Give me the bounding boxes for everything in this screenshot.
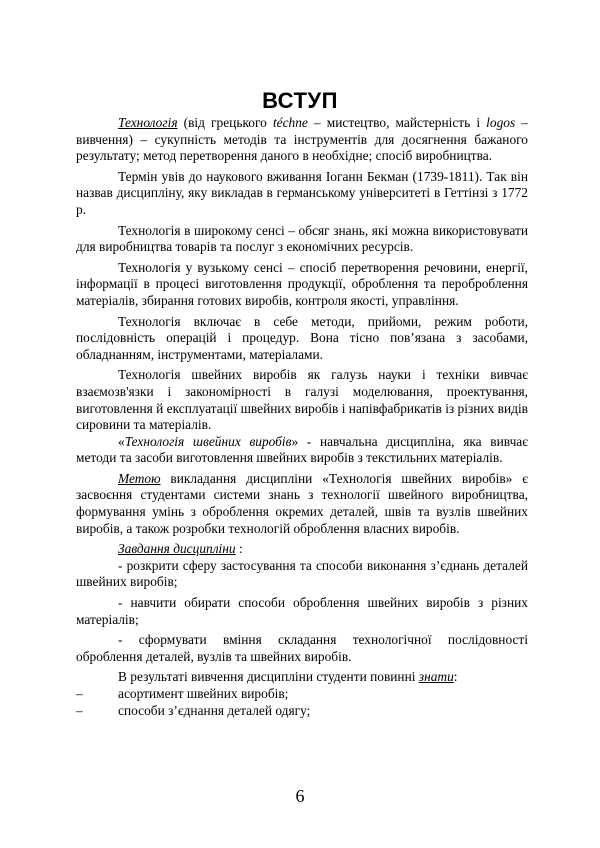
paragraph-narrow-sense: Технологія у вузькому сенсі – спосіб перетворення речовини, енергії, інформації в процесі виготовлення продукції, оброблення та пероброблення матеріалів, збирання готових виробів, контроля якості, управління. bbox=[76, 259, 528, 308]
dash-list-item: – асортимент швейних виробів; bbox=[76, 686, 289, 701]
task-item: - навчити обирати способи оброблення швейних виробів з різних матеріалів; bbox=[76, 595, 528, 627]
paragraph-definition: Технологія (від грецького téchne – мистецтво, майстерність і logos – вивчення) – сукупність методів та інструментів для досягнення бажаного результату; метод перетворення даного в необхідне; спосіб виробництва. bbox=[76, 115, 528, 164]
tasks-label: Завдання дисципліни bbox=[118, 541, 236, 557]
paragraph-includes: Технологія включає в себе методи, прийоми, режим роботи, послідовність операцій і процедур. Вона тісно пов’язана з засобами, обладнанням, інструментами, матеріалами. bbox=[76, 313, 528, 362]
paragraph-sewing-technology: Технологія швейних виробів як галузь науки і техніки вивчає взаємозв'язки і закономірності в галузі моделювання, проектування, виготовлення й експлуатації швейних виробів і напівфабрикатів із різних видів сировини та матеріалів. bbox=[76, 367, 528, 433]
word-techne: téchne bbox=[272, 115, 308, 130]
goal-label: Метою bbox=[118, 470, 161, 486]
know-label: знати bbox=[418, 669, 454, 685]
term-technology: Технологія bbox=[118, 115, 178, 130]
document-body bbox=[76, 115, 528, 719]
paragraph-history: Термін увів до наукового вживання Іоганн Бекман (1739-1811). Так він назвав дисципліну, яку викладав в германському університеті в Геттінзі з 1772 р. bbox=[76, 168, 528, 217]
dash-list-item: – способи з’єднання деталей одягу; bbox=[76, 702, 311, 718]
dash-bullet: – bbox=[76, 702, 83, 718]
discipline-name: Технологія швейних виробів bbox=[124, 433, 292, 449]
tasks-heading: Завдання дисципліни : bbox=[118, 541, 243, 557]
paragraph-results: В результаті вивчення дисципліни студенти повинні знати: bbox=[118, 669, 458, 685]
paragraph-goal: Метою викладання дисципліни «Технологія швейних виробів» є засвоєння студентами системи знань з технології швейного виробництва, формування умінь з оброблення окремих деталей, швів та вузлів швейних виробів, а також розробки технологій оброблення власних виробів. bbox=[76, 470, 528, 536]
task-item: - сформувати вміння складання технологічної послідовності оброблення деталей, вузлів та швейних виробів. bbox=[76, 632, 528, 664]
task-item: - розкрити сферу застосування та способи виконання з’єднань деталей швейних виробів; bbox=[76, 557, 528, 590]
paragraph-discipline: «Технологія швейних виробів» - навчальна дисципліна, яка вивчає методи та засоби виготовлення швейних виробів з текстильних матеріалів. bbox=[76, 433, 528, 466]
paragraph-broad-sense: Технологія в широкому сенсі – обсяг знань, які можна використовувати для виробництва товарів та послуг з економічних ресурсів. bbox=[76, 222, 528, 255]
page-number: 6 bbox=[295, 786, 305, 806]
page-title: ВСТУП bbox=[262, 88, 338, 113]
dash-bullet: – bbox=[76, 686, 83, 701]
word-logos: logos bbox=[486, 115, 516, 130]
